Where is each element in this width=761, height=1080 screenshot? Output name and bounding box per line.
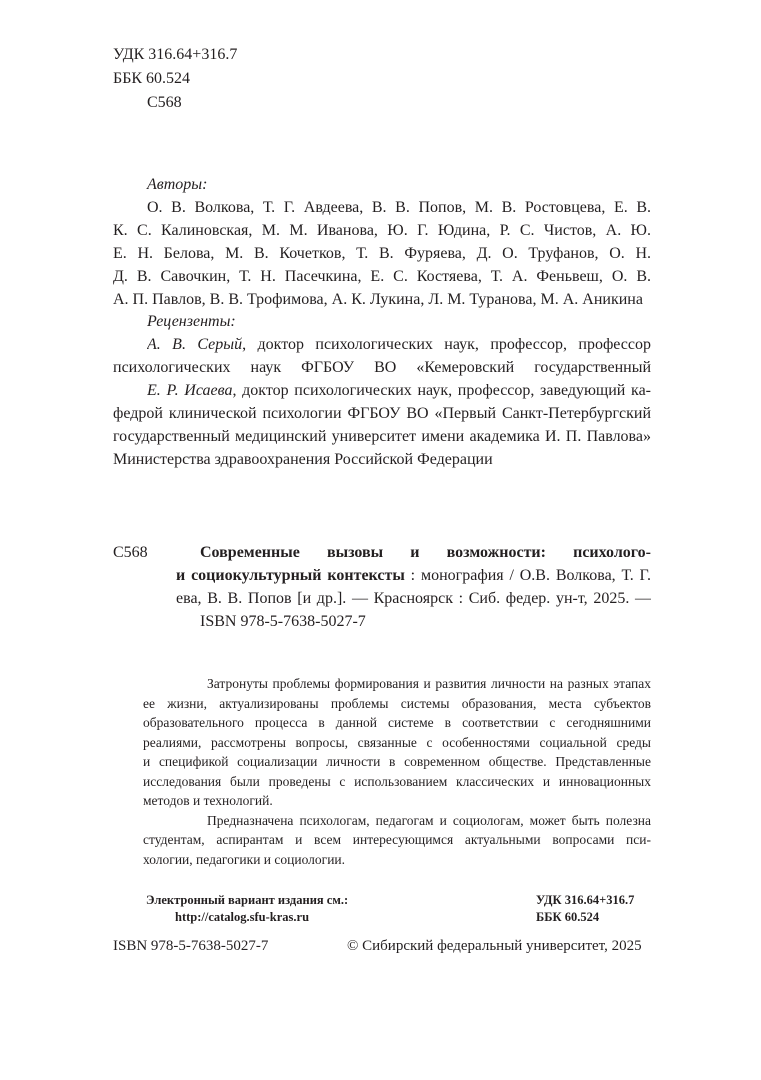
reviewers-label: Рецензенты:	[147, 313, 236, 330]
footer-udk: УДК 316.64+316.7	[536, 893, 635, 907]
authors-line: Д. В. Савочкин, Т. Н. Пасечкина, Е. С. Костяева, Т. А. Феньвеш, О. В.	[113, 268, 651, 285]
reviewer-text: , доктор психологических наук, профессор, заведующий ка-	[232, 382, 651, 399]
authors-line: Е. Н. Белова, М. В. Кочетков, Т. В. Фуряева, Д. О. Труфанов, О. Н.	[113, 245, 651, 262]
footer-isbn: ISBN 978-5-7638-5027-7	[113, 938, 269, 954]
reviewer-line: федрой клинической психологии ФГБОУ ВО «Первый Санкт-Петербургский	[113, 405, 651, 422]
abstract-line: исследования были проведены с использованием классических и инновационных	[143, 773, 651, 789]
abstract-line: ее жизни, актуализированы проблемы системы образования, места субъектов	[143, 695, 651, 711]
electronic-version-label: Электронный вариант издания см.:	[146, 893, 349, 907]
bib-isbn: ISBN 978-5-7638-5027-7	[200, 613, 366, 630]
abstract-line: Предназначена психологам, педагогам и социологам, может быть полезна	[207, 812, 651, 828]
abstract-line: студентам, аспирантам и всем интересующимся актуальными вопросами пси-	[143, 832, 651, 847]
authors-label: Авторы:	[147, 176, 208, 193]
reviewer-line: психологических наук ФГБОУ ВО «Кемеровский государственный	[113, 359, 651, 376]
reviewer-line: государственный медицинский университет имени академика И. П. Павлова»	[113, 428, 651, 445]
authors-line: К. С. Калиновская, М. М. Иванова, Ю. Г. Юдина, Р. С. Чистов, А. Ю.	[113, 222, 651, 239]
bbk-code: ББК 60.524	[113, 70, 191, 87]
bib-title-cont: и социокультурный контексты	[176, 567, 405, 584]
reviewer-name: Е. Р. Исаева	[147, 382, 233, 399]
bib-text: : монография / О.В. Волкова, Т. Г.	[410, 567, 651, 584]
bib-title: Современные вызовы и возможности: психолого-	[200, 544, 651, 561]
abstract-line: Затронуты проблемы формирования и развития личности на разных этапах	[207, 676, 651, 691]
authors-line: А. П. Павлов, В. В. Трофимова, А. К. Лукина, Л. М. Туранова, М. А. Аникина	[113, 291, 643, 308]
bib-line: ева, В. В. Попов [и др.]. — Красноярск : Сиб. федер. ун-т, 2025. —	[176, 590, 651, 607]
abstract-line: образовательного процесса в данной системе в соответствии с сегодняшними	[143, 715, 651, 730]
reviewer-line	[147, 381, 651, 401]
abstract-line: методов и технологий.	[143, 793, 273, 808]
reviewer-name: А. В. Серый	[147, 336, 243, 353]
bib-line	[176, 566, 651, 586]
author-mark: С568	[147, 94, 182, 111]
reviewer-line	[147, 335, 651, 355]
reviewer-text: , доктор психологических наук, профессор, профессор	[242, 336, 651, 353]
reviewer-line: Министерства здравоохранения Российской Федерации	[113, 451, 493, 468]
authors-line: О. В. Волкова, Т. Г. Авдеева, В. В. Попов, М. В. Ростовцева, Е. В.	[147, 199, 651, 216]
abstract-line: хологии, педагогики и социологии.	[143, 851, 346, 867]
footer-bbk: ББК 60.524	[536, 910, 600, 924]
abstract-line: и спецификой социализации личности в современном обществе. Представленные	[143, 754, 651, 769]
abstract-line: реалиями, рассмотрены вопросы, связанные с особенностями социальной среды	[143, 734, 651, 750]
catalog-url[interactable]: http://catalog.sfu-kras.ru	[175, 910, 310, 924]
bib-author-mark: С568	[113, 544, 148, 561]
udk-code: УДК 316.64+316.7	[113, 46, 238, 63]
copyright: © Сибирский федеральный университет, 2025	[347, 938, 642, 954]
